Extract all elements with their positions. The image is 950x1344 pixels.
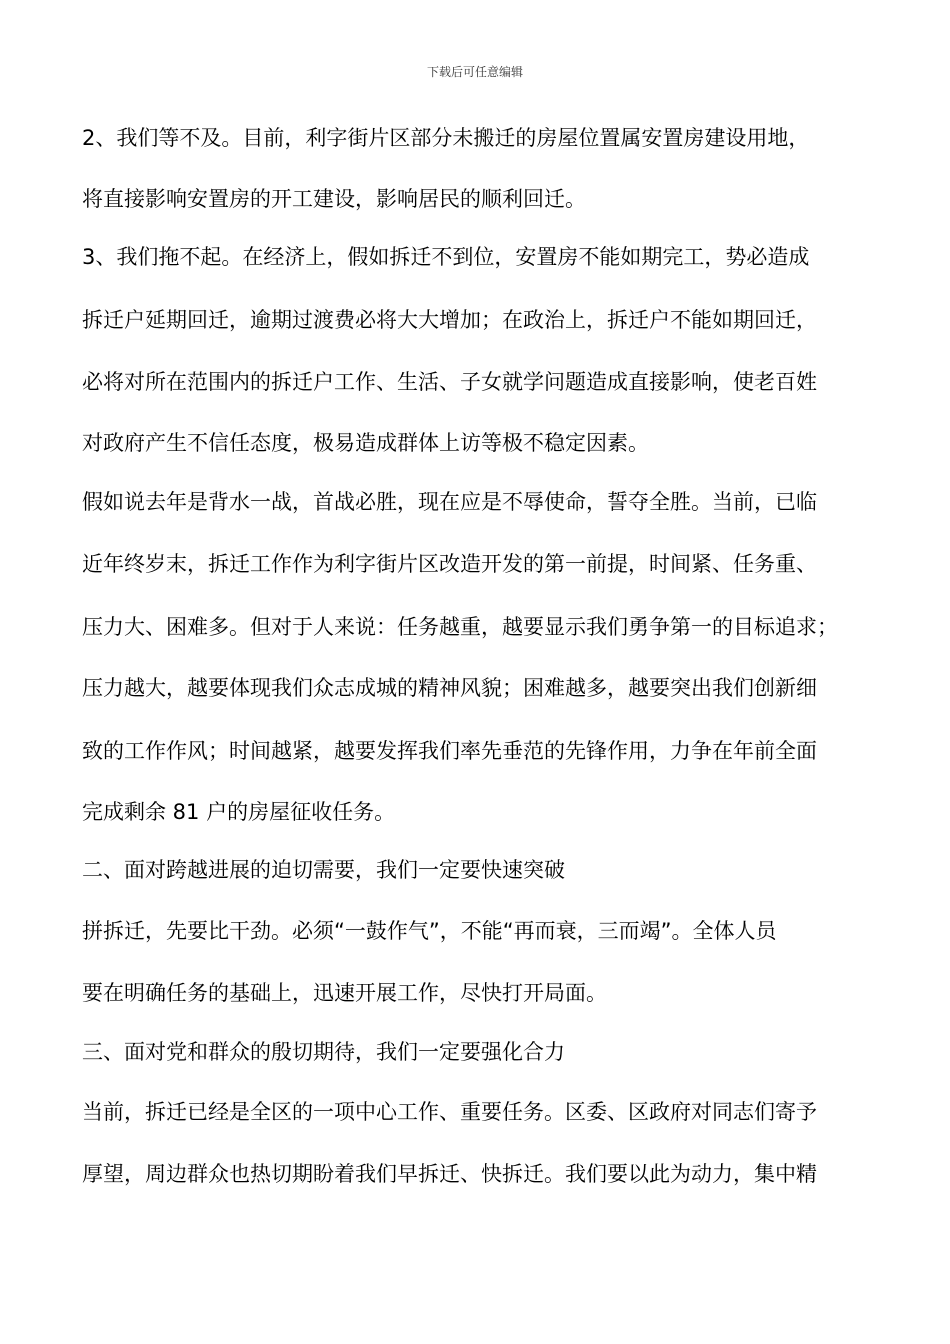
body-line: 假如说去年是背水一战，首战必胜，现在应是不辱使命，誓夺全胜。当前，已临 [82, 490, 817, 514]
page-header-note: 下载后可任意编辑 [426, 65, 523, 79]
body-line: 致的工作作风；时间越紧，越要发挥我们率先垂范的先锋作用，力争在年前全面 [82, 739, 817, 763]
body-line: 拆迁户延期回迁，逾期过渡费必将大大增加；在政治上，拆迁户不能如期回迁， [82, 308, 817, 332]
body-line: 2、我们等不及。目前，利字街片区部分未搬迁的房屋位置属安置房建设用地， [82, 126, 810, 150]
body-line: 拼拆迁，先要比干劲。必须“一鼓作气”，不能“再而衰，三而竭”。全体人员 [82, 919, 777, 943]
body-line: 必将对所在范围内的拆迁户工作、生活、子女就学问题造成直接影响，使老百姓 [82, 370, 817, 394]
body-line: 厚望，周边群众也热切期盼着我们早拆迁、快拆迁。我们要以此为动力，集中精 [82, 1162, 817, 1186]
body-line: 3、我们拖不起。在经济上，假如拆迁不到位，安置房不能如期完工，势必造成 [82, 245, 810, 269]
body-line: 对政府产生不信任态度，极易造成群体上访等极不稳定因素。 [82, 431, 649, 455]
body-line: 要在明确任务的基础上，迅速开展工作，尽快打开局面。 [82, 981, 607, 1005]
body-line: 压力大、困难多。但对于人来说：任务越重，越要显示我们勇争第一的目标追求； [82, 615, 838, 639]
body-line: 将直接影响安置房的开工建设，影响居民的顺利回迁。 [82, 187, 586, 211]
body-line: 当前，拆迁已经是全区的一项中心工作、重要任务。区委、区政府对同志们寄予 [82, 1100, 817, 1124]
body-line: 压力越大，越要体现我们众志成城的精神风貌；困难越多，越要突出我们创新细 [82, 676, 817, 700]
body-line: 完成剩余 81 户的房屋征收任务。 [82, 800, 396, 824]
body-line: 近年终岁末，拆迁工作作为利字街片区改造开发的第一前提，时间紧、任务重、 [82, 552, 817, 576]
section-heading: 二、面对跨越进展的迫切需要，我们一定要快速突破 [82, 858, 565, 882]
section-heading: 三、面对党和群众的殷切期待，我们一定要强化合力 [82, 1040, 565, 1064]
